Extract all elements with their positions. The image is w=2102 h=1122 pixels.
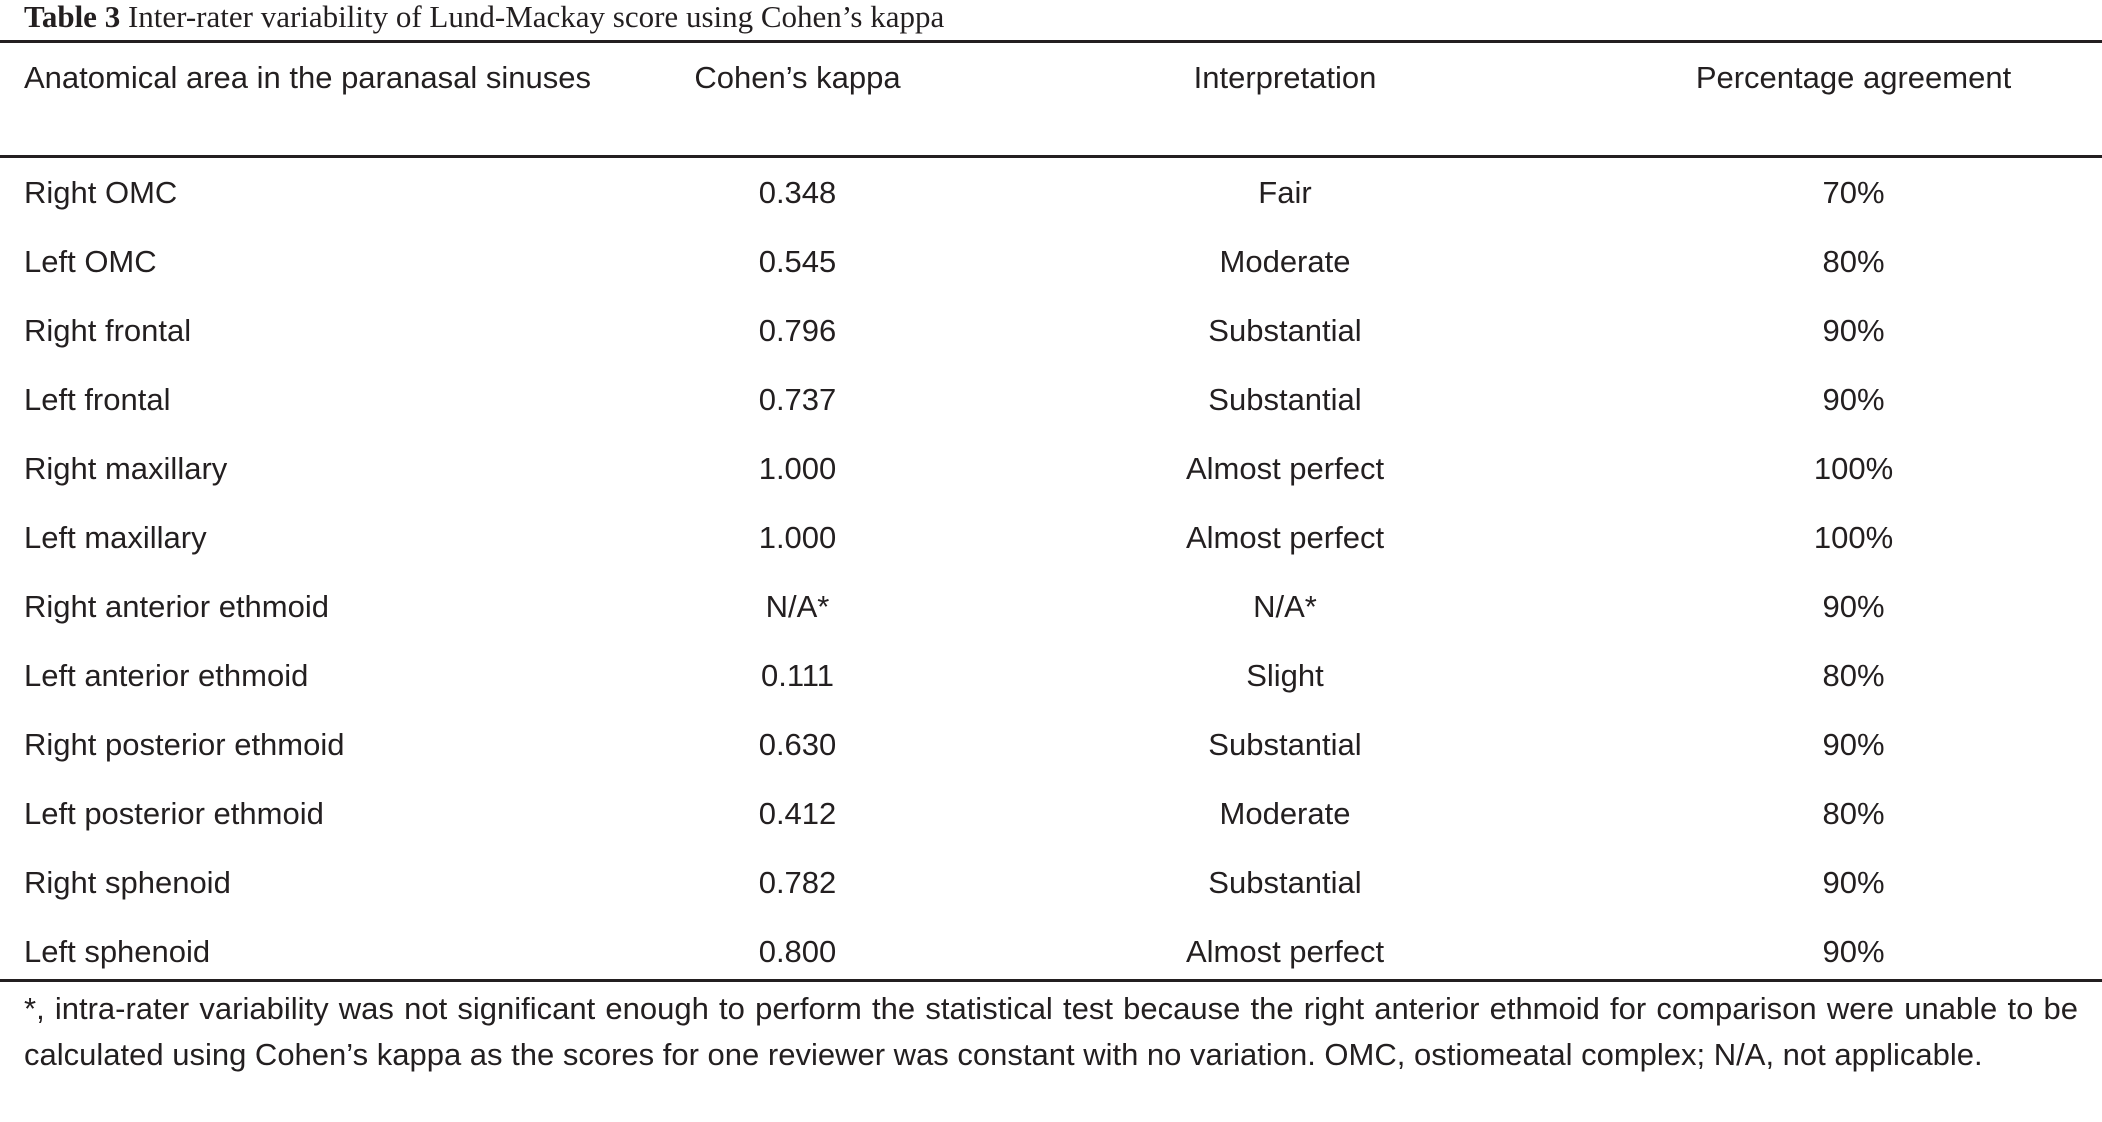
anatomical-area-cell: Right OMC <box>24 175 178 210</box>
table-footnote: *, intra-rater variability was not significant enough to perform the statistical test because the right anterior ethmoid for comparison were unable to be calculated using Cohen’s kappa as the scores for one reviewer was constant with no variation. OMC, ostiomeatal complex; N/A, not applicable. <box>24 991 2078 1072</box>
interpretation-cell: Moderate <box>1219 796 1351 831</box>
table-row <box>0 641 2102 710</box>
interpretation-cell: Almost perfect <box>1185 451 1385 486</box>
table-number: Table 3 <box>24 0 121 34</box>
interpretation-cell: Almost perfect <box>1185 934 1385 969</box>
agreement-cell: 90% <box>1822 727 1885 762</box>
agreement-cell: 70% <box>1822 175 1885 210</box>
table-body <box>0 158 2102 986</box>
table-row <box>0 434 2102 503</box>
agreement-cell: 90% <box>1822 934 1885 969</box>
table-row <box>0 572 2102 641</box>
anatomical-area-cell: Right posterior ethmoid <box>24 727 345 762</box>
table-row <box>0 848 2102 917</box>
agreement-cell: 100% <box>1813 451 1894 486</box>
interpretation-cell: Almost perfect <box>1185 520 1385 555</box>
anatomical-area-cell: Right frontal <box>24 313 192 348</box>
agreement-cell: 90% <box>1822 313 1885 348</box>
agreement-cell: 90% <box>1822 589 1885 624</box>
agreement-cell: 90% <box>1822 865 1885 900</box>
table-row <box>0 779 2102 848</box>
anatomical-area-cell: Left maxillary <box>24 520 207 555</box>
interpretation-cell: Fair <box>1258 175 1312 210</box>
interpretation-cell: Slight <box>1246 658 1324 693</box>
header-interpretation: Interpretation <box>1193 60 1377 95</box>
anatomical-area-cell: Right anterior ethmoid <box>24 589 329 624</box>
anatomical-area-cell: Left OMC <box>24 244 157 279</box>
kappa-cell: 0.782 <box>758 865 837 900</box>
anatomical-area-cell: Left sphenoid <box>24 934 211 969</box>
agreement-cell: 80% <box>1822 658 1885 693</box>
anatomical-area-cell: Left anterior ethmoid <box>24 658 309 693</box>
interpretation-cell: Substantial <box>1208 313 1362 348</box>
kappa-cell: 0.630 <box>758 727 837 762</box>
header-anatomical-area: Anatomical area in the paranasal sinuses <box>24 60 591 95</box>
bottom-rule <box>0 979 2102 982</box>
header-row <box>0 43 2102 155</box>
kappa-cell: 1.000 <box>758 451 837 486</box>
agreement-cell: 80% <box>1822 244 1885 279</box>
interpretation-cell: Moderate <box>1219 244 1351 279</box>
table-row <box>0 710 2102 779</box>
anatomical-area-cell: Left posterior ethmoid <box>24 796 324 831</box>
anatomical-area-cell: Right sphenoid <box>24 865 231 900</box>
table-title: Inter-rater variability of Lund-Mackay score using Cohen’s kappa <box>127 0 945 34</box>
table-row <box>0 158 2102 227</box>
kappa-cell: 0.111 <box>761 658 834 693</box>
header-cohens-kappa: Cohen’s kappa <box>694 60 901 95</box>
table-row <box>0 365 2102 434</box>
kappa-cell: 0.348 <box>758 175 837 210</box>
table-header <box>0 43 2102 155</box>
kappa-cell: 1.000 <box>758 520 837 555</box>
table-row <box>0 296 2102 365</box>
table-row <box>0 227 2102 296</box>
agreement-cell: 80% <box>1822 796 1885 831</box>
agreement-cell: 100% <box>1813 520 1894 555</box>
interpretation-cell: N/A* <box>1253 589 1317 624</box>
kappa-cell: 0.412 <box>758 796 837 831</box>
agreement-cell: 90% <box>1822 382 1885 417</box>
kappa-cell: N/A* <box>765 589 830 624</box>
table-row <box>0 503 2102 572</box>
anatomical-area-cell: Right maxillary <box>24 451 228 486</box>
interpretation-cell: Substantial <box>1208 382 1362 417</box>
kappa-cell: 0.796 <box>758 313 837 348</box>
kappa-cell: 0.800 <box>758 934 837 969</box>
interpretation-cell: Substantial <box>1208 727 1362 762</box>
kappa-cell: 0.545 <box>758 244 837 279</box>
kappa-cell: 0.737 <box>758 382 837 417</box>
anatomical-area-cell: Left frontal <box>24 382 171 417</box>
table-row <box>0 917 2102 986</box>
interpretation-cell: Substantial <box>1208 865 1362 900</box>
header-percentage-agreement: Percentage agreement <box>1695 60 2012 95</box>
table-caption <box>24 0 944 40</box>
